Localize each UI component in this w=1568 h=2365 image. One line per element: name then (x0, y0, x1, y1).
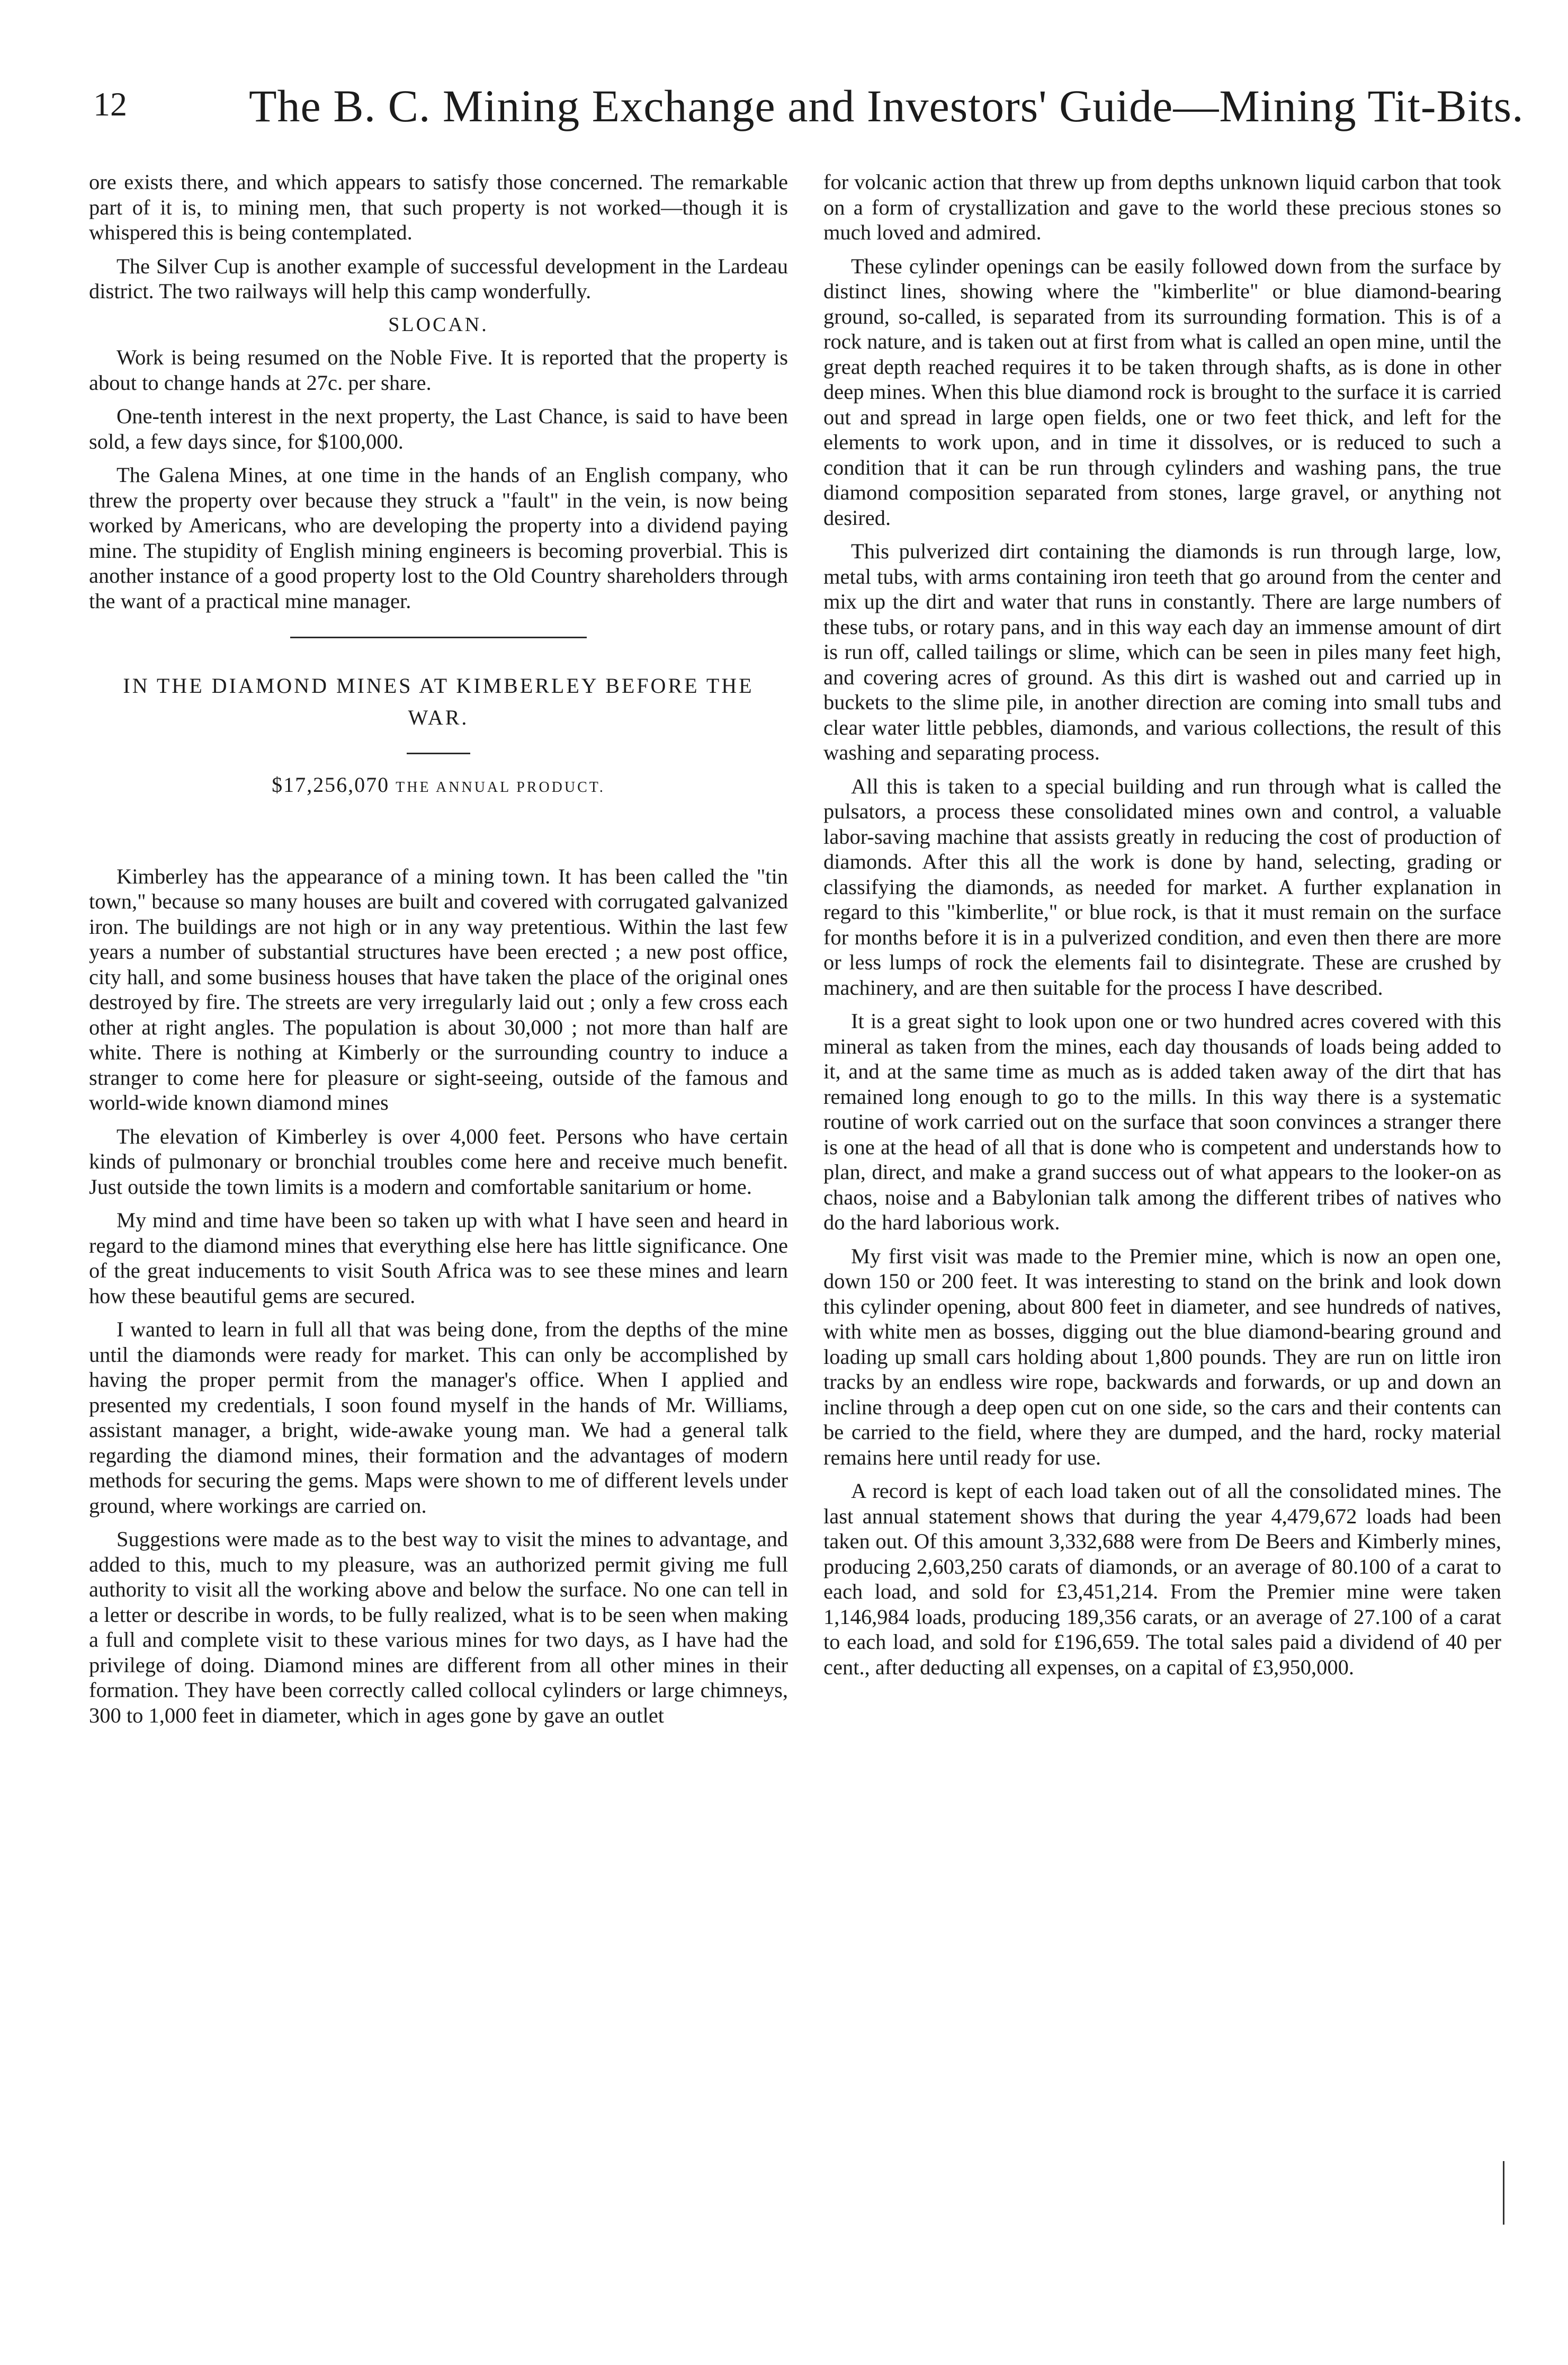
paragraph: This pulverized dirt containing the diamonds is run through large, low, metal tubs, with arms containing iron teeth that go around from the center and mix up the dirt and water that runs in constantly. There are large numbers of these tubs, or rotary pans, and in this way each day an immense amount of dirt is run off, called tailings or slime, which can be seen in piles many feet high, and covering acres of ground. As this dirt is washed out and carried up in buckets to the slime pile, in another direction are coming into small tubs and clear water little pebbles, diamonds, and various collections, the result of this washing and separating process. (823, 539, 1501, 764)
paragraph: for volcanic action that threw up from depths unknown liquid carbon that took on a form of crystallization and gave to the world these precious stones so much loved and admired. (823, 170, 1501, 244)
paragraph: Suggestions were made as to the best way to visit the mines to advantage, and added to this, much to my pleasure, was an authorized permit giving me full authority to visit all the working above and below the surface. No one can tell in a letter or describe in words, to be fully realized, what is to be seen when making a full and complete visit to these various mines for two days, as I have had the privilege of doing. Diamond mines are different from all other mines in their formation. They have been correctly called collocal cylinders or large chimneys, 300 to 1,000 feet in diameter, which in ages gone by gave an outlet (89, 1527, 788, 1727)
headline-rule (407, 753, 470, 754)
paragraph: The Silver Cup is another example of successful development in the Lardeau district. The two railways will help this camp wonderfully. (89, 254, 788, 303)
paragraph: My first visit was made to the Premier mine, which is now an open one, down 150 or 200 feet. It was interesting to stand on the brink and look down this cylinder opening, about 800 feet in diameter, and see hundreds of natives, with white men as bosses, digging out the blue diamond-bearing ground and loading up small cars holding about 1,800 pounds. They are run on little iron tracks by an endless wire rope, backwards and forwards, or up and down an incline through a deep open cut on one side, so the cars and their contents can be carried to the field, where they are dumped, and the hard, rocky material remains here until ready for use. (823, 1244, 1501, 1469)
section-heading-slocan: SLOCAN. (388, 313, 489, 336)
paragraph: ore exists there, and which appears to satisfy those concerned. The remarkable part of it is, to mining men, that such property is not worked—though it is whispered this is being contemplated. (89, 170, 788, 244)
paragraph: The Galena Mines, at one time in the hands of an English company, who threw the property over because they struck a "fault" in the vein, is now being worked by Americans, who are developing the property into a dividend paying mine. The stupidity of English mining engineers is becoming proverbial. This is another instance of a good property lost to the Old Country shareholders through the want of a practical mine manager. (89, 463, 788, 613)
running-head: The B. C. Mining Exchange and Investors' Guide—Mining Tit-Bits. (249, 81, 1524, 131)
paragraph: Kimberley has the appearance of a mining town. It has been called the "tin town," because so many houses are built and covered with corrugated galvanized iron. The buildings are not high or in any way pretentious. Within the last few years a number of substantial structures have been erected ; a new post office, city hall, and some business houses that have taken the place of the original ones destroyed by fire. The streets are very irregularly laid out ; only a few cross each other at right angles. The population is about 30,000 ; not more than half are white. There is nothing at Kimberly or the surrounding country to induce a stranger to come here for pleasure or sight-seeing, outside of the famous and world-wide known diamond mines (89, 864, 788, 1114)
margin-mark (1503, 2161, 1504, 2225)
right-column (823, 169, 1501, 1688)
paragraph: Work is being resumed on the Noble Five. It is reported that the property is about to change hands at 27c. per share. (89, 345, 788, 395)
paragraph: One-tenth interest in the next property, the Last Chance, is said to have been sold, a few days since, for $100,000. (89, 404, 788, 453)
subhead-amount: $17,256,070 (272, 773, 390, 797)
article-subhead (89, 772, 788, 800)
left-column (89, 169, 788, 1736)
paragraph: A record is kept of each load taken out of all the consolidated mines. The last annual statement shows that during the year 4,479,672 loads had been taken out. Of this amount 3,332,688 were from De Beers and Kimberly mines, producing 2,603,250 carats of diamonds, or an average of 80.100 of a carat to each load, and sold for £3,451,214. From the Premier mine were taken 1,146,984 loads, producing 189,356 carats, or an average of 27.100 of a carat to each load, and sold for £196,659. The total sales paid a dividend of 40 per cent., after deducting all expenses, on a capital of £3,950,000. (823, 1479, 1501, 1679)
subhead-text: THE ANNUAL PRODUCT. (396, 779, 605, 796)
paragraph: These cylinder openings can be easily followed down from the surface by distinct lines, showing where the "kimberlite" or blue diamond-bearing ground, so-called, is separated from its surrounding formation. This is of a rock nature, and is taken out at first from what is called an open mine, until the great depth reached requires it to be taken through shafts, as is done in other deep mines. When this blue diamond rock is brought to the surface it is carried out and spread in large open fields, one or two feet thick, and left for the elements to work upon, and in time it dissolves, or is reduced to such a condition that it can be run through cylinders and washing pans, the true diamond composition separated from stones, large gravel, or anything not desired. (823, 254, 1501, 530)
page-number: 12 (93, 85, 127, 123)
paragraph: All this is taken to a special building and run through what is called the pulsators, a process these consolidated mines own and control, a valuable labor-saving machine that assists greatly in reducing the cost of production of diamonds. After this all the work is done by hand, selecting, grading or classifying the diamonds, as needed for market. A further explanation in regard to this "kimberlite," or blue rock, is that it must remain on the surface for months before it is in a pulverized condition, and even then there are more or less lumps of rock the elements fail to disintegrate. These are crushed by machinery, and are then suitable for the process I have described. (823, 774, 1501, 999)
paragraph: I wanted to learn in full all that was being done, from the depths of the mine until the diamonds were ready for market. This can only be accomplished by having the proper permit from the manager's office. When I applied and presented my credentials, I soon found myself in the hands of Mr. Williams, assistant manager, a bright, wide-awake young man. We had a general talk regarding the diamond mines, their formation and the advantages of modern methods for securing the gems. Maps were shown to me of different levels under ground, where workings are carried on. (89, 1317, 788, 1518)
article-divider (290, 637, 587, 638)
paragraph: My mind and time have been so taken up with what I have seen and heard in regard to the diamond mines that everything else here has little significance. One of the great inducements to visit South Africa was to see these mines and learn how these beautiful gems are secured. (89, 1208, 788, 1308)
article-headline: IN THE DIAMOND MINES AT KIMBERLEY BEFORE THE WAR. (123, 674, 754, 729)
paragraph: It is a great sight to look upon one or two hundred acres covered with this mineral as taken from the mines, each day thousands of loads being added to it, and at the same time as much as is added taken away of the dirt that has remained long enough to go to the mills. In this way there is a systematic routine of work carried out on the surface that soon convinces a stranger there is one at the head of all that is done who is competent and understands how to plan, direct, and make a grand success out of what appears to the looker-on as chaos, noise and a Babylonian talk among the different tribes of natives who do the hard laborious work. (823, 1009, 1501, 1234)
paragraph: The elevation of Kimberley is over 4,000 feet. Persons who have certain kinds of pulmonary or bronchial troubles come here and receive much benefit. Just outside the town limits is a modern and comfortable sanitarium or home. (89, 1124, 788, 1199)
